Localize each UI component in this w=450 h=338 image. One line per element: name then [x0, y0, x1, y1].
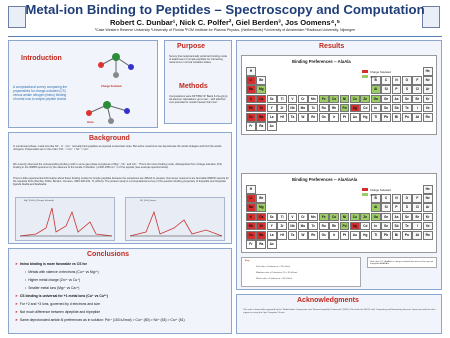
element-fe: Fe [319, 95, 329, 104]
element-h: H [246, 67, 256, 76]
element-os: Os [319, 113, 329, 122]
spec2-label: Ni²⁺(GG) (Imino) [140, 200, 157, 202]
element-co: Co [329, 95, 339, 104]
element-ca: Ca [256, 213, 266, 222]
conclusion-6: ➤ For +2 and +3 ions, governed by d electrons and size [15, 302, 100, 306]
element-mn: Mn [308, 213, 318, 222]
element-in: In [371, 222, 381, 231]
element-cu: Cu [350, 213, 360, 222]
element-h: H [246, 185, 256, 194]
element-na: Na [246, 203, 256, 212]
legend-item: Charge Solvated [362, 70, 391, 74]
element-pt: Pt [340, 113, 350, 122]
methods-heading: Methods [179, 83, 208, 90]
intro-heading: Introduction [21, 55, 62, 62]
element-ag: Ag [350, 222, 360, 231]
element-o: O [402, 194, 412, 203]
element-nb: Nb [288, 222, 298, 231]
element-tc: Tc [308, 104, 318, 113]
element-ru: Ru [319, 222, 329, 231]
results-heading: Results [319, 43, 345, 50]
key-line-2: Medium color = Preference 20 < 30 kJ/mol [256, 272, 298, 274]
results-box [236, 40, 442, 290]
element-he: He [423, 185, 433, 194]
element-pd: Pd [340, 222, 350, 231]
element-as: As [392, 95, 402, 104]
element-zn: Zn [360, 213, 370, 222]
background-line-2: We recently observed the corresponding binding motif in some gas phase complexes of Mg²⁺, Ni²⁺ and Co²⁺. This is the imino binding mode, distinguished from charge solvation (CS) binding in the IRMPD spectrum by the absence of the Amide II vibration (~1500-1550 cm⁻¹) of the peptide (see example spectra below). [13, 163, 223, 170]
ack-text: This work is financially supported by the "Nederlandse Organisatie voor Wetenschappelijk Onderzoek" (NWO). We thank the FELIX staff, Computing and Networking Services (www.cwru.edu) for their support in using the Lyta Computer Cluster. [243, 309, 436, 314]
element-ac: Ac [267, 122, 277, 131]
element-ba: Ba [256, 231, 266, 240]
element-xe: Xe [423, 222, 433, 231]
element-cs: Cs [246, 231, 256, 240]
element-rn: Rn [423, 231, 433, 240]
element-p: P [392, 203, 402, 212]
conclusion-8: ➤ Same deprotonated amide-N preferences as in solution: Pd²⁺ (153 kJ/mol) > Cu²⁺ (80) > Ni²⁺ (53) > Co²⁺ (51) [15, 318, 185, 322]
element-cs: Cs [246, 113, 256, 122]
element-ra: Ra [256, 122, 266, 131]
element-rn: Rn [423, 113, 433, 122]
element-be: Be [256, 194, 266, 203]
element-i: I [412, 104, 422, 113]
element-ni: Ni [340, 213, 350, 222]
molecule-cs [91, 47, 141, 83]
element-tl: Tl [371, 231, 381, 240]
conclusion-2-text: Metals with valence d electrons (Cu²⁺ vs Mg²⁺) [28, 270, 99, 274]
element-sb: Sb [392, 222, 402, 231]
element-zr: Zr [277, 104, 287, 113]
poster-title: Metal-ion Binding to Peptides – Spectroscopy and Computation [25, 2, 425, 17]
element-ti: Ti [277, 95, 287, 104]
molecule-cs-atoms [98, 53, 134, 78]
element-te: Te [402, 222, 412, 231]
element-at: At [412, 231, 422, 240]
element-ne: Ne [423, 76, 433, 85]
element-be: Be [256, 76, 266, 85]
element-bi: Bi [392, 231, 402, 240]
element-kr: Kr [423, 95, 433, 104]
element-se: Se [402, 213, 412, 222]
chart1-title: Binding Preferences -- AlaAla [292, 59, 351, 64]
conclusion-1-text: Imino binding is more favorable vs CS for [19, 262, 87, 266]
element-ar: Ar [423, 203, 433, 212]
legend [362, 70, 391, 80]
element-si: Si [381, 85, 391, 94]
element-ra: Ra [256, 240, 266, 249]
conclusion-4: • Smaller metal ions (Mg²⁺ vs Ca²⁺) [25, 286, 80, 290]
ack-heading: Acknowledgments [297, 297, 359, 304]
element-rh: Rh [329, 104, 339, 113]
key-line-3: Weak color = Preference < 20 kJ/mol [256, 278, 292, 280]
element-mo: Mo [298, 104, 308, 113]
background-line-3: There is little experimental information about these binding modes for simple peptides because the complexes are difficult to prepare. Numerous metal ions are favorable IRMPD spectra for the requisite FOG (Dunbar, Polfer, Berden, Oomens, IJMS 330-332, 71 (2012)). The present study is a computational survey of the question binding propensity of dipeptide and tripeptide ligands AlaAla and AlaAlaAla. [13, 177, 229, 187]
element-ca: Ca [256, 95, 266, 104]
element-tc: Tc [308, 222, 318, 231]
element-c: C [381, 194, 391, 203]
purpose-heading: Purpose [177, 43, 206, 50]
element-sr: Sr [256, 222, 266, 231]
element-ar: Ar [423, 85, 433, 94]
element-b: B [371, 76, 381, 85]
key-line-1: Full color = Preference > 30 kJ/mol [256, 266, 290, 268]
element-ti: Ti [277, 213, 287, 222]
title-divider [8, 36, 442, 37]
background-box [8, 132, 232, 244]
conclusion-2: • Metals with valence d electrons (Cu²⁺ vs Mg²⁺) [25, 270, 99, 274]
element-cr: Cr [298, 213, 308, 222]
element-os: Os [319, 231, 329, 240]
element-ni: Ni [340, 95, 350, 104]
element-li: Li [246, 194, 256, 203]
element-n: N [392, 194, 402, 203]
element-pt: Pt [340, 231, 350, 240]
element-zn: Zn [360, 95, 370, 104]
element-se: Se [402, 95, 412, 104]
element-pd: Pd [340, 104, 350, 113]
element-f: F [412, 194, 422, 203]
element-ir: Ir [329, 231, 339, 240]
element-cd: Cd [360, 104, 370, 113]
key-note: Note that Cu²⁺(AlaAla) is charge solvated but imino in the special tripeptide AlaAlaAla. [367, 257, 437, 268]
element-te: Te [402, 104, 412, 113]
conclusion-3: • Higher metal charge (Zn²⁺ vs Cu⁺) [25, 278, 81, 282]
spectrum-imino [125, 197, 225, 241]
element-k: K [246, 213, 256, 222]
key-heading: Key: [245, 260, 250, 262]
authors: Robert C. Dunbar¹, Nick C. Polfer², Giel Berden³, Jos Oomens⁴,⁵ [109, 18, 341, 27]
element-po: Po [402, 113, 412, 122]
element-c: C [381, 76, 391, 85]
element-ta: Ta [288, 113, 298, 122]
element-xe: Xe [423, 104, 433, 113]
key-box [241, 257, 361, 287]
element-zr: Zr [277, 222, 287, 231]
element-he: He [423, 67, 433, 76]
element-rb: Rb [246, 104, 256, 113]
intro-text: A computational survey comparing the propensities for charge-solvated (CS) versus amide nitrogen (imino) binding of metal ions to simple peptide chains [13, 85, 68, 101]
element-co: Co [329, 213, 339, 222]
element-mg: Mg [256, 203, 266, 212]
spectrum-imino-trace [126, 198, 226, 242]
element-at: At [412, 113, 422, 122]
element-tl: Tl [371, 113, 381, 122]
element-p: P [392, 85, 402, 94]
element-n: N [392, 76, 402, 85]
element-cl: Cl [412, 85, 422, 94]
conclusion-4-text: Smaller metal ions (Mg²⁺ vs Ca²⁺) [28, 286, 80, 290]
element-pb: Pb [381, 231, 391, 240]
element-ba: Ba [256, 113, 266, 122]
conclusion-8-text: Same deprotonated amide-N preferences as in solution: Pd²⁺ (153 kJ/mol) > Cu²⁺ (80) > Ni²⁺ (53) > Co²⁺ (51) [19, 318, 185, 322]
periodic-table-alaala [241, 55, 437, 135]
element-k: K [246, 95, 256, 104]
intro-box [8, 40, 158, 128]
element-hg: Hg [360, 113, 370, 122]
element-ge: Ge [381, 213, 391, 222]
element-in: In [371, 104, 381, 113]
element-ga: Ga [371, 213, 381, 222]
spec1-label: Mg²⁺(GGG) (Charge Solvated) [24, 200, 54, 202]
element-br: Br [412, 95, 422, 104]
element-la: La [267, 231, 277, 240]
element-hg: Hg [360, 231, 370, 240]
element-bi: Bi [392, 113, 402, 122]
element-cl: Cl [412, 203, 422, 212]
element-sc: Sc [267, 213, 277, 222]
element-v: V [288, 95, 298, 104]
element-ru: Ru [319, 104, 329, 113]
legend-item: Imino [362, 193, 391, 197]
element-mo: Mo [298, 222, 308, 231]
element-sb: Sb [392, 104, 402, 113]
element-po: Po [402, 231, 412, 240]
element-ac: Ac [267, 240, 277, 249]
element-i: I [412, 222, 422, 231]
conclusion-3-text: Higher metal charge (Zn²⁺ vs Cu⁺) [28, 278, 81, 282]
background-line-1: In condensed phase, metal ions like Ni²⁺, K⁺, Cu²⁺ normally bind peptides at exposed Lewis-basic sites. But active metal ions can deprotonate the amide linkages and bind the amide nitrogens. Propensities are in the order: Pd²⁺ > Cu²⁺ > Ni²⁺ > Co²⁺ [13, 145, 222, 152]
element-nb: Nb [288, 104, 298, 113]
element-ag: Ag [350, 104, 360, 113]
element-sn: Sn [381, 222, 391, 231]
element-mg: Mg [256, 85, 266, 94]
element-ga: Ga [371, 95, 381, 104]
element-si: Si [381, 203, 391, 212]
element-mn: Mn [308, 95, 318, 104]
element-s: S [402, 85, 412, 94]
element-al: Al [371, 203, 381, 212]
element-hf: Hf [277, 113, 287, 122]
spectrum-cs-trace [16, 198, 116, 242]
element-re: Re [308, 231, 318, 240]
element-f: F [412, 76, 422, 85]
legend-item: Charge Solvated [362, 188, 391, 192]
periodic-table-alaalaala [241, 173, 437, 253]
element-ir: Ir [329, 113, 339, 122]
element-br: Br [412, 213, 422, 222]
legend [362, 188, 391, 198]
element-ta: Ta [288, 231, 298, 240]
conclusion-1: ➤ Imino binding is more favorable vs CS for [15, 262, 87, 266]
element-y: Y [267, 104, 277, 113]
element-al: Al [371, 85, 381, 94]
background-heading: Background [89, 135, 130, 142]
element-cu: Cu [350, 95, 360, 104]
element-s: S [402, 203, 412, 212]
element-v: V [288, 213, 298, 222]
conclusions-heading: Conclusions [87, 251, 130, 258]
element-ne: Ne [423, 194, 433, 203]
element-kr: Kr [423, 213, 433, 222]
element-w: W [298, 231, 308, 240]
label-cs: Charge Solvated [101, 85, 122, 88]
affiliations: ¹Case Western Reserve University ²University of Florida ³FOM Institute for Plasma Physics, (Netherlands) ⁴University of Amsterdam ⁵Radboud University, Nijmegen [94, 28, 356, 32]
element-rb: Rb [246, 222, 256, 231]
element-o: O [402, 76, 412, 85]
element-re: Re [308, 113, 318, 122]
element-sn: Sn [381, 104, 391, 113]
conclusions-box [8, 248, 232, 334]
element-fr: Fr [246, 240, 256, 249]
element-ge: Ge [381, 95, 391, 104]
element-cr: Cr [298, 95, 308, 104]
chart2-title: Binding Preferences -- AlaAlaAla [292, 177, 358, 182]
element-au: Au [350, 231, 360, 240]
conclusion-5-text: CS binding is universal for +1 metal ions (Cu⁺ vs Cu²⁺) [19, 294, 108, 298]
conclusion-6-text: For +2 and +3 ions, governed by d electrons and size [19, 302, 100, 306]
legend-item: Imino [362, 75, 391, 79]
element-sc: Sc [267, 95, 277, 104]
element-rh: Rh [329, 222, 339, 231]
element-as: As [392, 213, 402, 222]
label-imino: Imino [87, 121, 94, 124]
element-y: Y [267, 222, 277, 231]
element-w: W [298, 113, 308, 122]
element-sr: Sr [256, 104, 266, 113]
element-fr: Fr [246, 122, 256, 131]
element-pb: Pb [381, 113, 391, 122]
element-li: Li [246, 76, 256, 85]
conclusion-7: ➤ Not much difference between dipeptide and tripeptide [15, 310, 101, 314]
element-cd: Cd [360, 222, 370, 231]
methods-text: Computations were DFT/B3LYP. Basis 6-31+g(d,p). All-electron calculations up to Ga²⁺, with effective core potential for metals heavier than Ga²⁺. [169, 95, 229, 105]
element-hf: Hf [277, 231, 287, 240]
ack-box [236, 294, 442, 334]
element-la: La [267, 113, 277, 122]
element-na: Na [246, 85, 256, 94]
element-au: Au [350, 113, 360, 122]
conclusion-7-text: Not much difference between dipeptide and tripeptide [19, 310, 101, 314]
spectrum-cs [15, 197, 115, 241]
conclusion-5: ➤ CS binding is universal for +1 metal ions (Cu⁺ vs Cu²⁺) [15, 294, 108, 298]
purpose-box [164, 40, 232, 124]
element-b: B [371, 194, 381, 203]
purpose-text: Survey thermodynamically preferred binding mode of attachment to simple peptides for interesting metal ions in normal oxidation states [169, 55, 227, 65]
element-fe: Fe [319, 213, 329, 222]
